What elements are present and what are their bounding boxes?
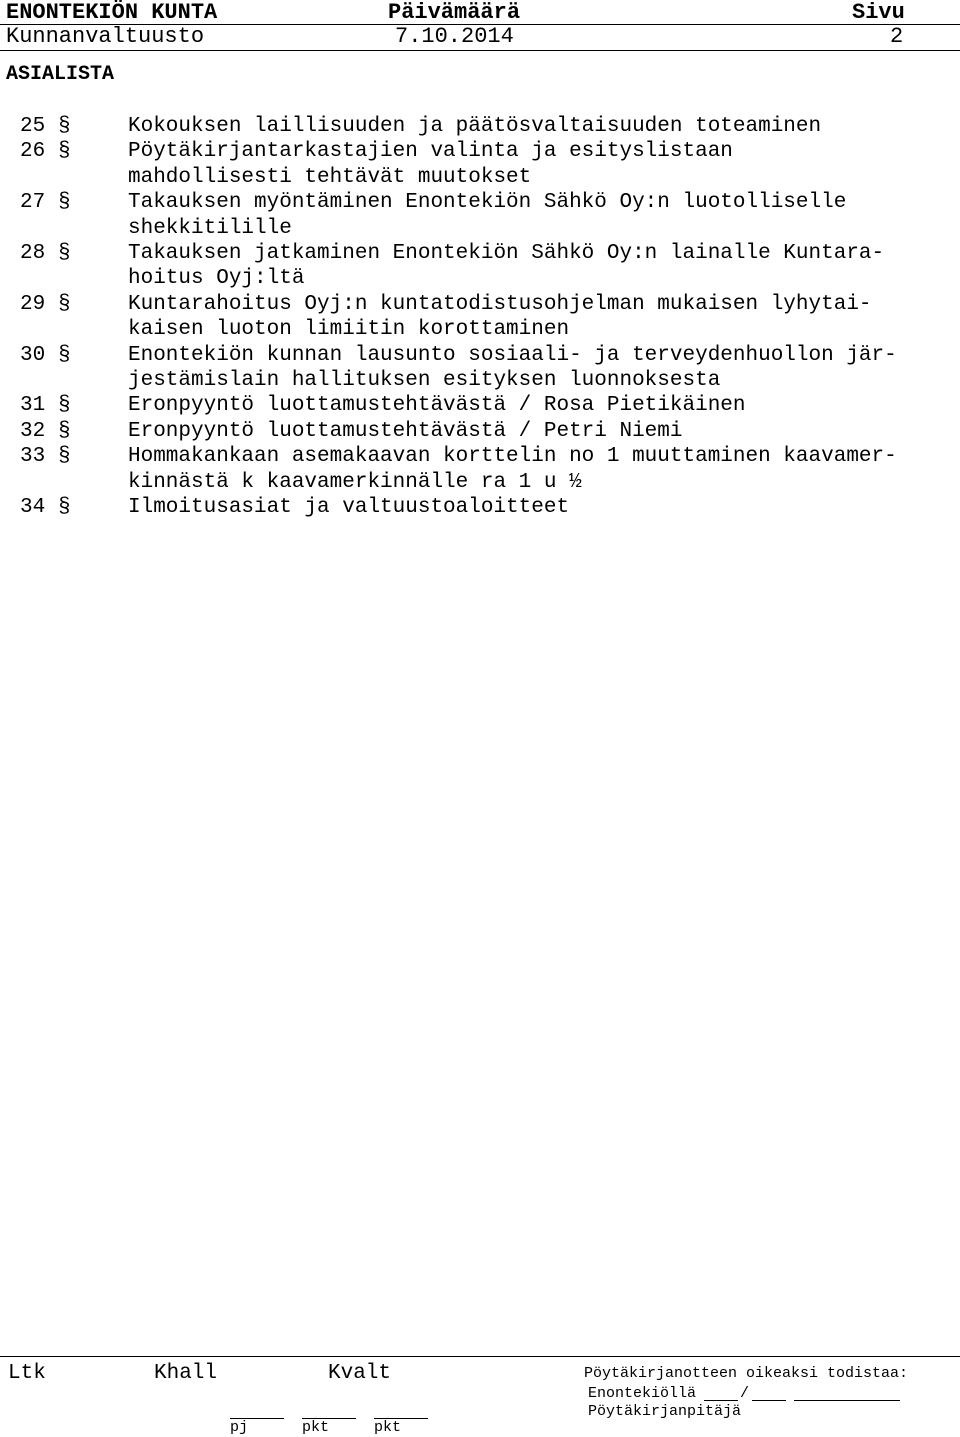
agenda-item	[0, 343, 960, 394]
header-row-2	[0, 24, 960, 51]
agenda-item	[0, 190, 960, 241]
item-text-line: kaisen luoton limiitin korottaminen	[128, 318, 570, 342]
section-sign: §	[58, 242, 71, 266]
recorder-label: Pöytäkirjanpitäjä	[588, 1403, 742, 1420]
item-text-line: Kuntarahoitus Oyj:n kuntatodistusohjelman mukaisen lyhytai-	[128, 292, 872, 316]
org-name: ENONTEKIÖN KUNTA	[6, 0, 218, 25]
month-blank	[752, 1399, 786, 1401]
item-text-line: kinnästä k kaavamerkinnälle ra 1 u ½	[128, 470, 582, 494]
agenda-item	[0, 241, 960, 292]
agenda-item	[0, 419, 960, 444]
footer-kvalt: Kvalt	[328, 1362, 392, 1385]
agenda-item	[0, 444, 960, 495]
item-text-line: jestämislain hallituksen esityksen luonnoksesta	[128, 369, 721, 393]
footer	[0, 1356, 960, 1437]
item-text-line: hoitus Oyj:ltä	[128, 267, 305, 291]
item-number: 31	[20, 394, 46, 418]
section-sign: §	[58, 445, 71, 469]
agenda-item	[0, 139, 960, 190]
agenda-item	[0, 495, 960, 520]
day-blank	[704, 1399, 738, 1401]
item-text-line: Ilmoitusasiat ja valtuustoaloitteet	[128, 496, 570, 520]
signature-blank	[794, 1399, 900, 1401]
footer-ltk: Ltk	[8, 1362, 46, 1385]
body-name: Kunnanvaltuusto	[6, 24, 205, 49]
date-label: Päivämäärä	[388, 0, 521, 25]
item-text-line: Takauksen myöntäminen Enontekiön Sähkö Oy:n luotolliselle	[128, 191, 847, 215]
section-sign: §	[58, 115, 71, 138]
item-text-line: Hommakankaan asemakaavan korttelin no 1 muuttaminen kaavamer-	[128, 445, 897, 469]
item-number: 27	[20, 191, 46, 215]
date-slash: /	[740, 1385, 750, 1402]
item-number: 25	[20, 115, 46, 138]
agenda-item	[0, 114, 960, 139]
section-sign: §	[58, 496, 71, 520]
certify-text: Pöytäkirjanotteen oikeaksi todistaa:	[584, 1365, 909, 1382]
item-number: 30	[20, 343, 46, 367]
section-sign: §	[58, 292, 71, 316]
agenda-item	[0, 393, 960, 418]
item-text-line: Eronpyyntö luottamustehtävästä / Petri Niemi	[128, 419, 683, 443]
agenda-list	[0, 114, 960, 521]
meeting-date: 7.10.2014	[395, 24, 514, 49]
item-text-line: Takauksen jatkaminen Enontekiön Sähkö Oy:n lainalle Kuntara-	[128, 242, 885, 266]
section-sign: §	[58, 140, 71, 164]
place-text: Enontekiöllä	[588, 1385, 697, 1402]
agenda-title: ASIALISTA	[6, 63, 115, 86]
header-row-1	[0, 0, 960, 26]
pkt2-label: pkt	[374, 1419, 402, 1436]
item-number: 32	[20, 419, 46, 443]
item-text-line: mahdollisesti tehtävät muutokset	[128, 165, 532, 189]
item-text-line: Kokouksen laillisuuden ja päätösvaltaisuuden toteaminen	[128, 115, 822, 138]
item-text-line: Pöytäkirjantarkastajien valinta ja esityslistaan	[128, 140, 733, 164]
pj-label: pj	[230, 1419, 249, 1436]
item-text-line: Eronpyyntö luottamustehtävästä / Rosa Pietikäinen	[128, 394, 746, 418]
page-number: 2	[890, 24, 904, 49]
item-number: 33	[20, 445, 46, 469]
item-number: 34	[20, 496, 46, 520]
page-label: Sivu	[852, 0, 905, 25]
item-text-line: shekkitilille	[128, 216, 292, 240]
section-sign: §	[58, 191, 71, 215]
item-text-line: Enontekiön kunnan lausunto sosiaali- ja terveydenhuollon jär-	[128, 343, 897, 367]
item-number: 28	[20, 242, 46, 266]
pkt1-label: pkt	[302, 1419, 330, 1436]
agenda-item	[0, 292, 960, 343]
item-number: 29	[20, 292, 46, 316]
footer-khall: Khall	[154, 1362, 218, 1385]
section-sign: §	[58, 419, 71, 443]
item-number: 26	[20, 140, 46, 164]
section-sign: §	[58, 343, 71, 367]
section-sign: §	[58, 394, 71, 418]
